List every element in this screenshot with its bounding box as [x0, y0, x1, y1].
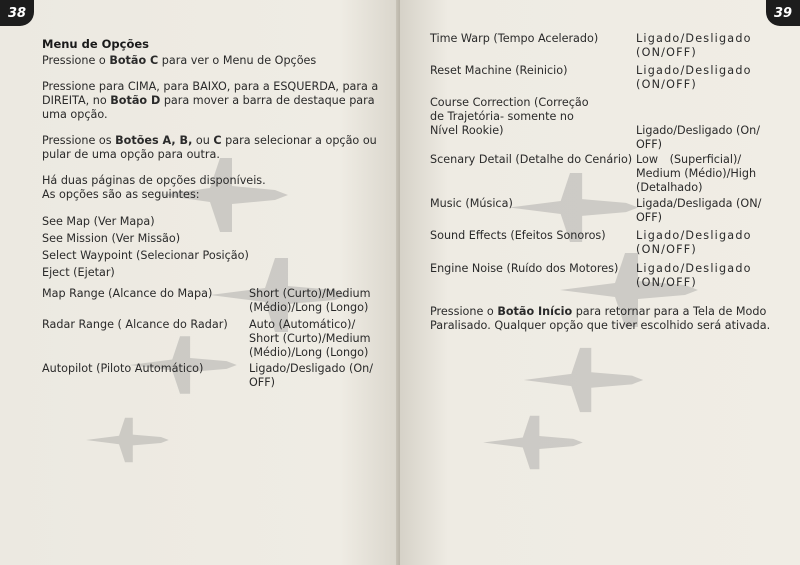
setting-name	[430, 96, 589, 138]
setting-name	[430, 262, 618, 276]
setting-name: Autopilot (Piloto Automático)	[42, 362, 204, 375]
name-line: Sound Effects (Efeitos Sonoros)	[430, 229, 606, 242]
text: para mover a barra de destaque para	[160, 94, 375, 107]
section-title: Menu de Opções	[42, 37, 150, 51]
value-line: (ON/OFF)	[636, 276, 697, 289]
name-line: Course Correction (Correção	[430, 96, 589, 109]
setting-value	[636, 197, 761, 225]
setting-value	[636, 32, 752, 60]
value-line: (ON/OFF)	[636, 78, 697, 91]
text-line	[42, 94, 378, 108]
text-line: Pressione para CIMA, para BAIXO, para a ESQUERDA, para a	[42, 80, 379, 93]
setting-value	[636, 262, 752, 290]
paragraph-pages	[42, 174, 266, 202]
page-number: 38	[7, 5, 27, 21]
paragraph-return	[430, 305, 770, 333]
text: para retornar para a Tela de Modo	[572, 305, 767, 318]
name-line: Engine Noise (Ruído dos Motores)	[430, 262, 619, 275]
value-line: Low (Superficial)/	[636, 153, 742, 166]
page-number-badge	[766, 0, 800, 26]
text-line: pular de uma opção para outra.	[42, 148, 220, 161]
button-name: Botão C	[109, 54, 159, 67]
text: Pressione os	[42, 134, 116, 147]
button-name: Botões A, B,	[115, 134, 193, 147]
setting-name	[430, 229, 606, 243]
text: DIREITA, no	[42, 94, 111, 107]
value-line: Ligado/Desligado	[636, 229, 752, 242]
page-number-badge	[0, 0, 34, 26]
text-line: uma opção.	[42, 108, 108, 121]
text-line: Há duas páginas de opções disponíveis.	[42, 174, 266, 187]
value-line: Medium (Médio)/High	[636, 167, 757, 180]
options-list	[42, 215, 249, 283]
paragraph-view-menu	[42, 54, 316, 68]
value-line: (Médio)/Long (Longo)	[249, 301, 369, 314]
text: para selecionar a opção ou	[221, 134, 377, 147]
value-line: Auto (Automático)/	[249, 318, 356, 331]
setting-value	[636, 229, 752, 257]
value-line: (ON/OFF)	[636, 46, 697, 59]
setting-value	[636, 153, 756, 195]
value-line: Short (Curto)/Medium	[249, 287, 371, 300]
jet-watermark-icon	[515, 340, 645, 420]
value-line: Short (Curto)/Medium	[249, 332, 371, 345]
option-item: Select Waypoint (Selecionar Posição)	[42, 249, 249, 262]
setting-name	[430, 64, 568, 78]
value-line: Ligado/Desligado (On/	[636, 124, 761, 137]
paragraph-dpad	[42, 80, 378, 122]
value-line: Ligada/Desligada (ON/	[636, 197, 762, 210]
button-name: C	[213, 134, 222, 147]
name-line: Nível Rookie)	[430, 124, 504, 137]
text-line: As opções são as seguintes:	[42, 188, 200, 201]
jet-watermark-icon	[475, 410, 585, 475]
name-line: Reset Machine (Reinicio)	[430, 64, 568, 77]
button-name: Botão D	[110, 94, 161, 107]
text-line	[42, 134, 377, 148]
value-line: OFF)	[249, 376, 276, 389]
value-line: Ligado/Desligado	[636, 64, 752, 77]
setting-value	[249, 318, 371, 360]
name-line: Time Warp (Tempo Acelerado)	[430, 32, 599, 45]
value-line: Ligado/Desligado	[636, 32, 752, 45]
setting-name	[430, 197, 513, 211]
text: Pressione o	[42, 54, 110, 67]
value-line: (Médio)/Long (Longo)	[249, 346, 369, 359]
name-line: de Trajetória- somente no	[430, 110, 574, 123]
value-line: (ON/OFF)	[636, 243, 697, 256]
name-line: Scenary Detail (Detalhe do Cenário)	[430, 153, 633, 166]
setting-name	[430, 32, 598, 46]
option-item: See Map (Ver Mapa)	[42, 215, 155, 228]
right-page	[400, 0, 800, 565]
setting-name: Map Range (Alcance do Mapa)	[42, 287, 213, 300]
value-line: Ligado/Desligado	[636, 262, 752, 275]
setting-name: Radar Range ( Alcance do Radar)	[42, 318, 228, 331]
option-item: See Mission (Ver Missão)	[42, 232, 181, 245]
value-line: Ligado/Desligado (On/	[249, 362, 374, 375]
text-line	[430, 305, 770, 319]
text: ou	[192, 134, 214, 147]
button-name: Botão Início	[497, 305, 573, 318]
text: Pressione o	[430, 305, 498, 318]
setting-name	[430, 153, 632, 167]
value-line: OFF)	[636, 211, 663, 224]
name-line: Music (Música)	[430, 197, 513, 210]
text: para ver o Menu de Opções	[158, 54, 317, 67]
text-line: Paralisado. Qualquer opção que tiver escolhido será ativada.	[430, 319, 771, 332]
jet-watermark-icon	[80, 410, 170, 470]
option-item: Eject (Ejetar)	[42, 266, 115, 279]
setting-value	[249, 287, 371, 315]
setting-value	[636, 124, 760, 152]
paragraph-select	[42, 134, 377, 162]
value-line: (Detalhado)	[636, 181, 703, 194]
setting-value	[636, 64, 752, 92]
setting-value	[249, 362, 373, 390]
page-number: 39	[773, 5, 793, 21]
value-line: OFF)	[636, 138, 663, 151]
